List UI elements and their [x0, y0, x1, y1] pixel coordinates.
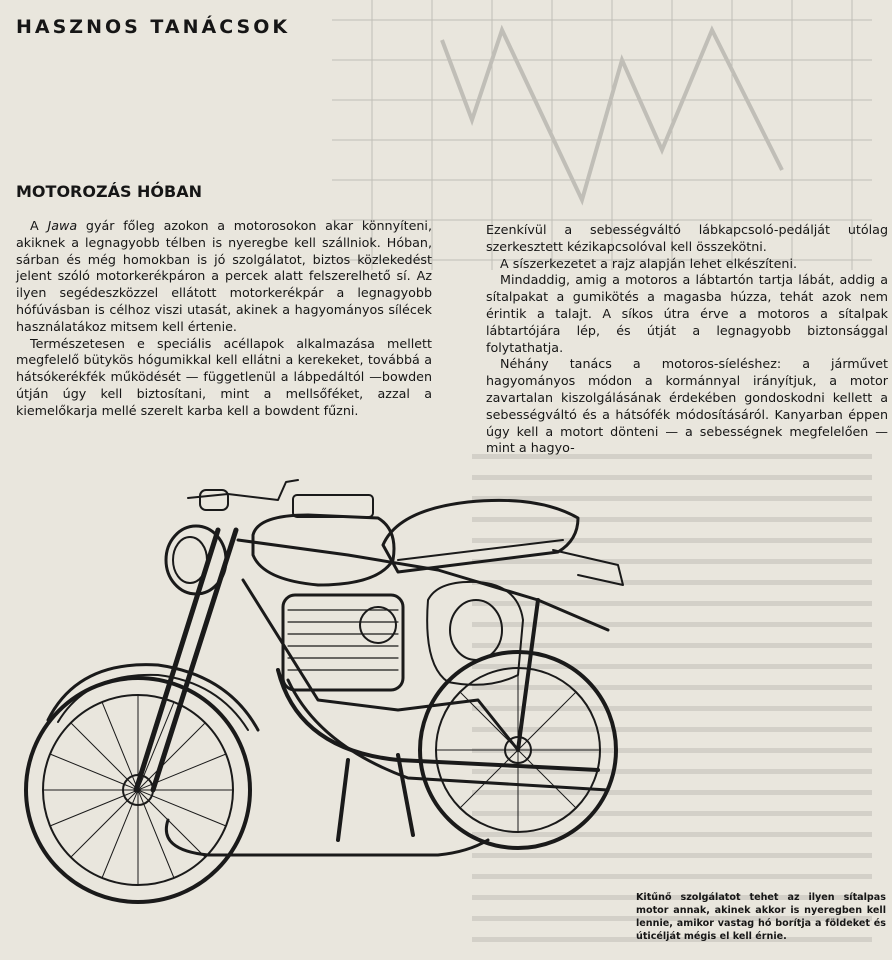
paragraph: Néhány tanács a motoros-síeléshez: a járművet hagyományos módon a kormánnyal irányítjuk, a motor zavartalan kiszolgálásának érdekében gondoskodni kellett a sebességváltó és a hátsófék módosításáról. Kanyarban éppen úgy kell a motort dönteni — a sebességnek megfelelően — mint a hagyo- — [486, 356, 888, 456]
paragraph: Ezenkívül a sebességváltó lábkapcsoló-pedálját utólag szerkesztett kézikapcsolóval kell összekötni. — [486, 222, 888, 254]
paragraph: Mindaddig, amig a motoros a lábtartón tartja lábát, addig a sítalpakat a gumikötés a magasba húzza, tehát azok nem érintik a talajt. A síkos útra érve a motoros a sítalpak lábtartójára lép, és útját a legnagyobb biztonsággal folytathatja. — [486, 272, 888, 355]
article-left-column — [16, 218, 432, 420]
motorcycle-illustration — [18, 460, 628, 950]
brand-name: Jawa — [47, 218, 78, 233]
paragraph-text: gyár főleg azokon a motorosokon akar könnyíteni, akiknek a legnagyobb télben is nyeregbe kell szállniok. Hóban, sárban és még homokban is jó szolgálatot, biztos közlekedést jelent szóló motorkerékpáron a percek alatt felszerelhető sí. Az ilyen segédeszközzel ellátott motorkerékpár a legnagyobb hófúvásban is célhoz viszi utasát, akinek a hagyományos sílécek használatákoz mitsem kell értenie. — [16, 218, 432, 334]
paragraph-prefix: A — [30, 218, 48, 233]
paragraph — [16, 218, 432, 336]
illustration-caption: Kitűnő szolgálatot tehet az ilyen sítalpas motor annak, akinek akkor is nyeregben kell lennie, amikor vastag hó borítja a földeket és úticélját mégis el kell érnie. — [636, 892, 886, 942]
paragraph: A síszerkezetet a rajz alapján lehet elkészíteni. — [500, 255, 798, 271]
section-header: HASZNOS TANÁCSOK — [16, 16, 291, 38]
article-right-column — [486, 222, 888, 457]
article-title: MOTOROZÁS HÓBAN — [16, 182, 202, 201]
paragraph: Természetesen e speciális acéllapok alkalmazása mellett megfelelő bütykös hógumikkal kell ellátni a kerekeket, továbbá a hátsókerékfék működését — függetlenül a lábpedáltól —bowden útján úgy kell biztosítani, mint a mellsőféket, azzal a kiemelőkarja mellé szerelt karba kell a bowdent fűzni. — [16, 335, 432, 418]
